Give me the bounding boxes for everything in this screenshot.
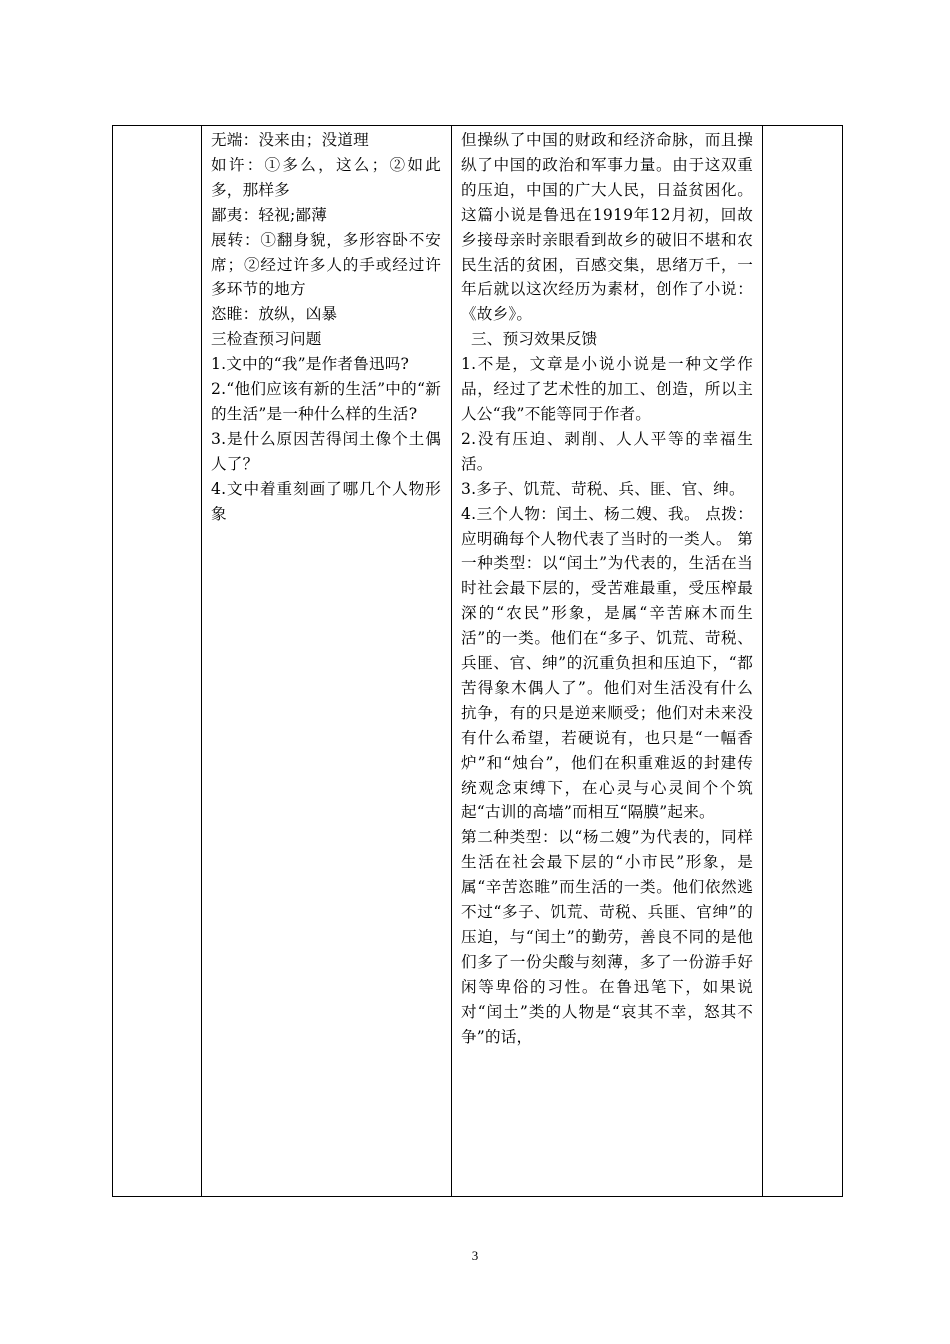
vocab-zisui: 恣睢：放纵，凶暴 xyxy=(211,305,338,324)
answer-1: 1.不是，文章是小说小说是一种文学作品，经过了艺术性的加工、创造，所以主人公“我”不能等同于作者。 xyxy=(461,355,753,423)
left-empty-cell xyxy=(113,126,202,1197)
answer-2: 2.没有压迫、剥削、人人平等的幸福生活。 xyxy=(461,429,753,473)
vocab-ruxu: 如许：①多么，这么；②如此多，那样多 xyxy=(211,155,441,199)
answer-3: 3.多子、饥荒、苛税、兵、匪、官、绅。 xyxy=(461,479,745,498)
question-2: 2.“他们应该有新的生活”中的“新的生活”是一种什么样的生活? xyxy=(211,380,441,423)
question-1: 1.文中的“我”是作者鲁迅吗? xyxy=(211,355,410,374)
section-heading-preview-questions: 三检查预习问题 xyxy=(211,330,322,349)
question-4: 4.文中着重刻画了哪几个人物形象 xyxy=(211,479,441,523)
answer-4: 4.三个人物：闰土、杨二嫂、我。 点拨：应明确每个人物代表了当时的一类人。 第一种类型：以“闰土”为代表的，生活在当时社会最下层的，受苦难最重，受压榨最深的“农民”形象，是属“辛苦麻木而生活”的一类。他们在“多子、饥荒、苛税、兵匪、官、绅”的沉重负担和压迫下，“都苦得象木偶人了”。他们对生活没有什么抗争，有的只是逆来顺受；他们对未来没有什么希望，若硬说有，也只是“一幅香炉”和“烛台”，他们在积重难返的封建传统观念束缚下，在心灵与心灵间个个筑起“古训的高墙”而相互“隔膜”起来。 xyxy=(461,504,753,822)
section-heading-feedback: 三、预习效果反馈 xyxy=(471,330,598,349)
background-and-answers-cell xyxy=(452,126,763,1197)
vocab-biyi: 鄙夷：轻视;鄙薄 xyxy=(211,205,328,224)
answer-4-second-type: 第二种类型：以“杨二嫂”为代表的，同样生活在社会最下层的“小市民”形象，是属“辛苦恣睢”而生活的一类。他们依然逃不过“多子、饥荒、苛税、兵匪、官绅”的压迫，与“闰土”的勤劳，善良不同的是他们多了一份尖酸与刻薄，多了一份游手好闲等卑俗的习性。在鲁迅笔下，如果说对“闰土”类的人物是“哀其不幸，怒其不争”的话， xyxy=(461,828,753,1046)
background-paragraph: 但操纵了中国的财政和经济命脉，而且操纵了中国的政治和军事力量。由于这双重的压迫，中国的广大人民，日益贫困化。这篇小说是鲁迅在1919年12月初，回故乡接母亲时亲眼看到故乡的破旧不堪和农民生活的贫困，百感交集，思绪万千，一年后就以这次经历为素材，创作了小说：《故乡》。 xyxy=(461,131,753,324)
table-row xyxy=(113,126,843,1197)
page-number: 3 xyxy=(471,1248,479,1263)
lesson-plan-table xyxy=(112,125,843,1197)
right-empty-cell xyxy=(763,126,843,1197)
vocabulary-and-questions-cell xyxy=(202,126,452,1197)
vocab-wuduan: 无端：没来由；没道理 xyxy=(211,131,369,149)
question-3: 3.是什么原因苦得闰土像个土偶人了？ xyxy=(211,429,441,473)
vocab-zhanzhuan: 展转：①翻身貌，多形容卧不安席；②经过许多人的手或经过许多环节的地方 xyxy=(211,230,441,299)
